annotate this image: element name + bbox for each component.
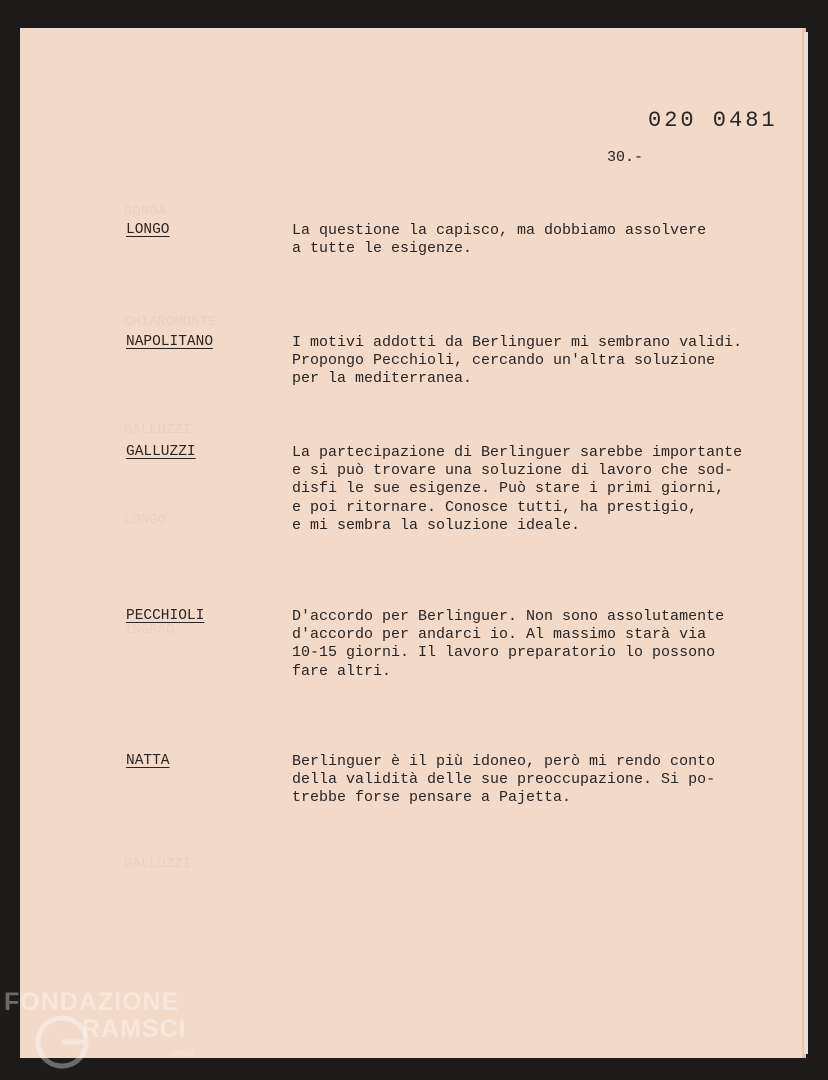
speech-text <box>292 334 792 389</box>
speech-line: D'accordo per Berlinguer. Non sono assolutamente <box>292 608 725 625</box>
speech-text <box>292 444 792 535</box>
speech-line: 10-15 giorni. Il lavoro preparatorio lo possono <box>292 644 716 662</box>
speech-text <box>292 608 792 681</box>
speech-line: La questione la capisco, ma dobbiamo assolvere <box>292 222 707 239</box>
speech-line: trebbe forse pensare a Pajetta. <box>292 789 572 807</box>
speaker-name: NATTA <box>126 753 170 769</box>
speech-line: per la mediterranea. <box>292 370 473 388</box>
bleed-through-text: INGRAO <box>124 622 175 638</box>
bleed-through-text: LONGO <box>124 512 167 528</box>
speaker-name: LONGO <box>126 222 170 238</box>
watermark-line1: FONDAZIONE <box>4 988 180 1016</box>
speaker-name: NAPOLITANO <box>126 334 214 350</box>
speech-line: d'accordo per andarci io. Al massimo starà via <box>292 626 707 644</box>
speech-line: La partecipazione di Berlinguer sarebbe importante <box>292 444 743 461</box>
speech-line: e si può trovare una soluzione di lavoro che sod- <box>292 462 734 480</box>
watermark-suffix: onlus <box>172 1048 194 1058</box>
bleed-through-text: GONDA <box>124 204 167 220</box>
fondazione-gramsci-watermark <box>4 988 214 1078</box>
bleed-through-text: GALLUZZI <box>124 422 192 438</box>
document-page <box>20 28 804 1058</box>
speech-line: Propongo Pecchioli, cercando un'altra soluzione <box>292 352 716 370</box>
speech-text <box>292 222 792 258</box>
speech-line: fare altri. <box>292 662 392 680</box>
page-number: 30.- <box>607 149 644 166</box>
paper-edge <box>804 32 808 1054</box>
speech-line: a tutte le esigenze. <box>292 240 473 258</box>
speech-line: Berlinguer è il più idoneo, però mi rendo conto <box>292 753 716 770</box>
speech-line: I motivi addotti da Berlinguer mi sembrano validi. <box>292 334 743 351</box>
speech-text <box>292 753 792 808</box>
speaker-name: GALLUZZI <box>126 444 196 460</box>
bleed-through-text: GALLUZZI <box>124 856 192 872</box>
document-number: 020 0481 <box>648 108 778 133</box>
speech-line: e poi ritornare. Conosce tutti, ha prestigio, <box>292 498 698 516</box>
speech-line: e mi sembra la soluzione ideale. <box>292 516 581 534</box>
bleed-through-text: CHIAROMONTE <box>124 314 217 330</box>
speech-line: della validità delle sue preoccupazione. Si po- <box>292 771 716 789</box>
watermark-line2: RAMSCI <box>82 1015 187 1043</box>
speaker-name: PECCHIOLI <box>126 608 205 624</box>
speech-line: disfi le sue esigenze. Può stare i primi giorni, <box>292 480 725 498</box>
